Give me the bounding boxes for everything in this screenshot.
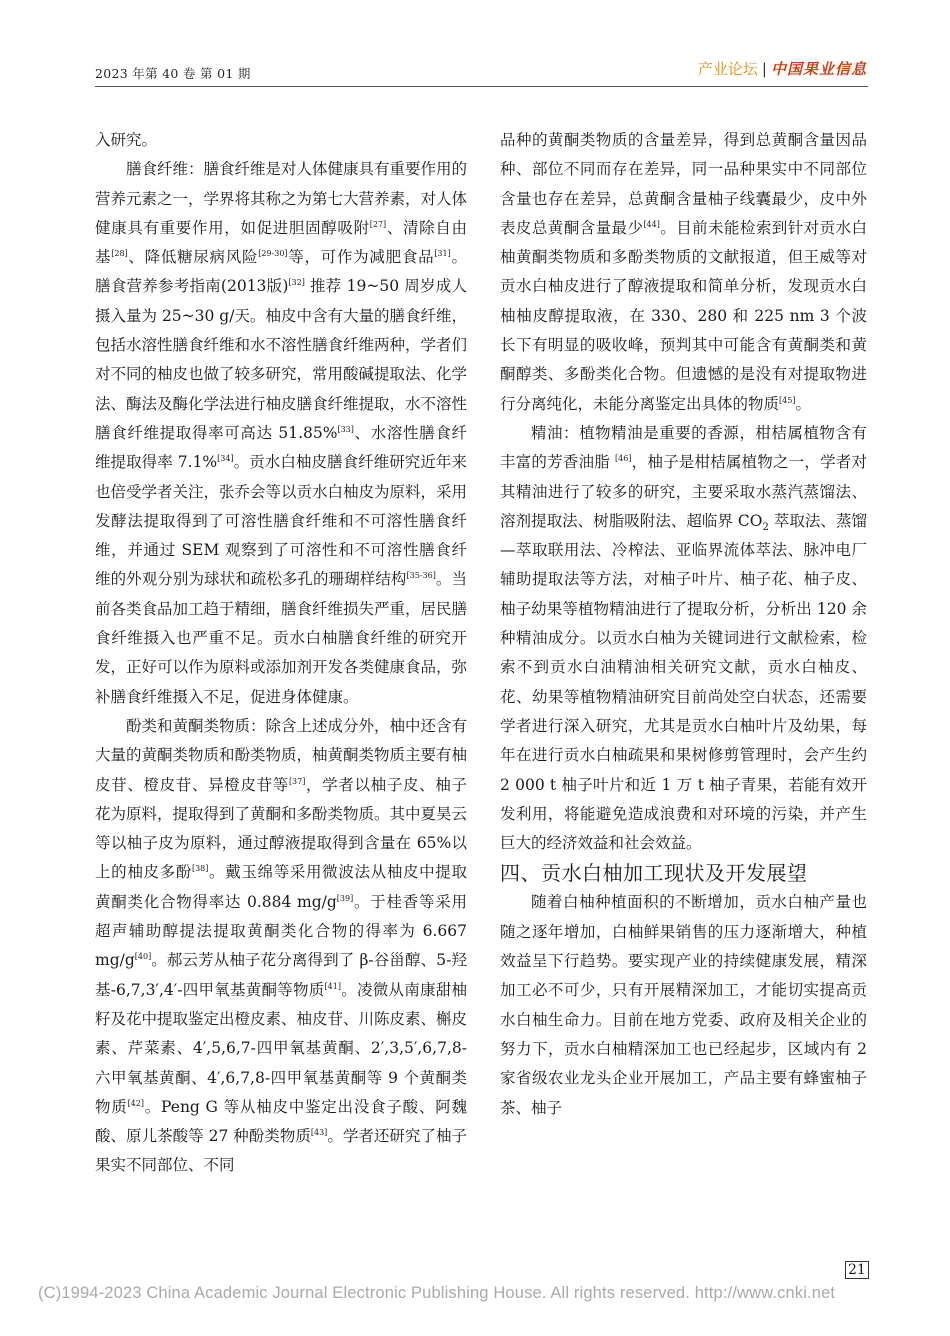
copyright-footer: (C)1994-2023 China Academic Journal Electronic Publishing House. All rights reserved. http://www.cnki.net: [38, 1284, 836, 1302]
citation-ref: [46]: [615, 454, 632, 464]
citation-ref: [45]: [779, 395, 796, 405]
citation-ref: [35-36]: [406, 571, 436, 581]
citation-ref: [40]: [134, 952, 152, 962]
citation-ref: [44]: [643, 219, 660, 229]
citation-ref: [37]: [288, 776, 306, 786]
citation-ref: [33]: [337, 424, 354, 434]
citation-ref: [42]: [127, 1098, 144, 1108]
journal-section-header: [698, 58, 867, 79]
citation-ref: [31]: [434, 249, 451, 259]
paragraph-continuation: 入研究。: [95, 131, 158, 149]
citation-ref: [41]: [324, 981, 341, 991]
left-column: [95, 126, 467, 1181]
citation-ref: [34]: [217, 454, 234, 464]
page-number: 21: [845, 1261, 869, 1279]
paragraph-processing-status: 随着白柚种植面积的不断增加，贡水白柚产量也随之逐年增加，白柚鲜果销售的压力逐渐增大，种植效益呈下行趋势。要实现产业的持续健康发展，精深加工必不可少，只有开展精深加工，才能切实提高贡水白柚生命力。目前在地方党委、政府及相关企业的努力下，贡水白柚精深加工也已经起步，区域内有 2 家省级农业龙头企业开展加工，产品主要有蜂蜜柚子茶、柚子: [500, 893, 867, 1117]
header-separator: |: [761, 60, 767, 78]
right-column: [500, 126, 867, 1123]
citation-ref: [28]: [111, 249, 128, 259]
citation-ref: [39]: [336, 893, 354, 903]
subscript: 2: [762, 521, 769, 533]
paragraph-dietary-fiber: 膳食纤维：膳食纤维是对人体健康具有重要作用的营养元素之一，学界将其称之为第七大营养素，对人体健康具有重要作用，如促进胆固醇吸附[27]、清除自由基[28]、降低糖尿病风险[29-30]等，可作为减肥食品[31]。膳食营养参考指南(2013版)[32] 推荐 19~50 周岁成人摄入量为 25~30 g/天。柚皮中含有大量的膳食纤维，包括水溶性膳食纤维和水不溶性膳食纤维两种，学者们对不同的柚皮也做了较多研究，常用酸碱提取法、化学法、酶法及酶化学法进行柚皮膳食纤维提取，水不溶性膳食纤维提取得率可高达 51.85%[33]、水溶性膳食纤维提取得率 7.1%[34]。贡水白柚皮膳食纤维研究近年来也倍受学者关注，张乔会等以贡水白柚皮为原料，采用发酵法提取得到了可溶性膳食纤维和不可溶性膳食纤维，并通过 SEM 观察到了可溶性和不可溶性膳食纤维的外观分别为球状和疏松多孔的珊瑚样结构[35-36]。当前各类食品加工趋于精细，膳食纤维损失严重，居民膳食纤维摄入也严重不足。贡水白柚膳食纤维的研究开发，正好可以作为原料或添加剂开发各类健康食品，弥补膳食纤维摄入不足，促进身体健康。: [95, 160, 468, 706]
section-heading: 四、贡水白柚加工现状及开发展望: [500, 861, 808, 886]
citation-ref: [43]: [310, 1128, 328, 1138]
paragraph-essential-oil: 精油：植物精油是重要的香源，柑桔属植物含有丰富的芳香油脂 [46]，柚子是柑桔属植物之一，学者对其精油进行了较多的研究，主要采取水蒸汽蒸馏法、溶剂提取法、树脂吸附法、超临界 $CO_2$ 萃取法、蒸馏—萃取联用法、冷榨法、亚临界流体萃法、脉冲电厂辅助提取法等方法，对柚子叶片、柚子花、柚子皮、柚子幼果等植物精油进行了提取分析，分析出 120 余种精油成分。以贡水白柚为关键词进行文献检索，检索不到贡水白油精油相关研究文献，贡水白柚皮、花、幼果等植物精油研究目前尚处空白状态，还需要学者进行深入研究，尤其是贡水白柚叶片及幼果，每年在进行贡水白柚疏果和果树修剪管理时，会产生约 2 000 t 柚子叶片和近 1 万 t 柚子青果，若能有效开发利用，将能避免造成浪费和对环境的污染，并产生巨大的经济效益和社会效益。: [500, 423, 867, 853]
section-label: 产业论坛: [697, 60, 758, 78]
journal-issue: 2023 年第 40 卷 第 01 期: [95, 66, 251, 81]
citation-ref: [32]: [288, 278, 305, 288]
citation-ref: [38]: [191, 864, 209, 874]
journal-brand-logo: 中国果业信息: [770, 60, 867, 78]
paragraph-flavonoid-variance: 品种的黄酮类物质的含量差异，得到总黄酮含量因品种、部位不同而存在差异，同一品种果实中不同部位含量也存在差异，总黄酮含量柚子线囊最少，皮中外表皮总黄酮含量最少[44]。目前未能检索到针对贡水白柚黄酮类物质和多酚类物质的文献报道，但王威等对贡水白柚皮进行了醇液提取和简单分析，发现贡水白柚柚皮醇提取液，在 330、280 和 225 nm 3 个波长下有明显的吸收峰，预判其中可能含有黄酮类和黄酮醇类、多酚类化合物。但遗憾的是没有对提取物进行分离纯化，未能分离鉴定出具体的物质[45]。: [500, 131, 867, 413]
paragraph-phenols-flavonoids: 酚类和黄酮类物质：除含上述成分外，柚中还含有大量的黄酮类物质和酚类物质，柚黄酮类物质主要有柚皮苷、橙皮苷、异橙皮苷等[37]，学者以柚子皮、柚子花为原料，提取得到了黄酮和多酚类物质。其中夏昊云等以柚子皮为原料，通过醇液提取得到含量在 65%以上的柚皮多酚[38]。戴玉绵等采用微波法从柚皮中提取黄酮类化合物得率达 0.884 mg/g[39]。于桂香等采用超声辅助醇提法提取黄酮类化合物的得率为 6.667 mg/g[40]。郝云芳从柚子花分离得到了 β-谷甾醇、5-羟基-6,7,3′,4′-四甲氧基黄酮等物质[41]。凌微从南康甜柚籽及花中提取鉴定出橙皮素、柚皮苷、川陈皮素、槲皮素、芹菜素、4′,5,6,7-四甲氧基黄酮、2′,3,5′,6,7,8-六甲氧基黄酮、4′,6,7,8-四甲氧基黄酮等 9 个黄酮类物质[42]。Peng G 等从柚皮中鉴定出没食子酸、阿魏酸、原儿茶酸等 27 种酚类物质[43]。学者还研究了柚子果实不同部位、不同: [95, 716, 468, 1175]
citation-ref: [29-30]: [258, 249, 288, 259]
header-divider: [95, 86, 868, 87]
citation-ref: [27]: [369, 219, 387, 229]
